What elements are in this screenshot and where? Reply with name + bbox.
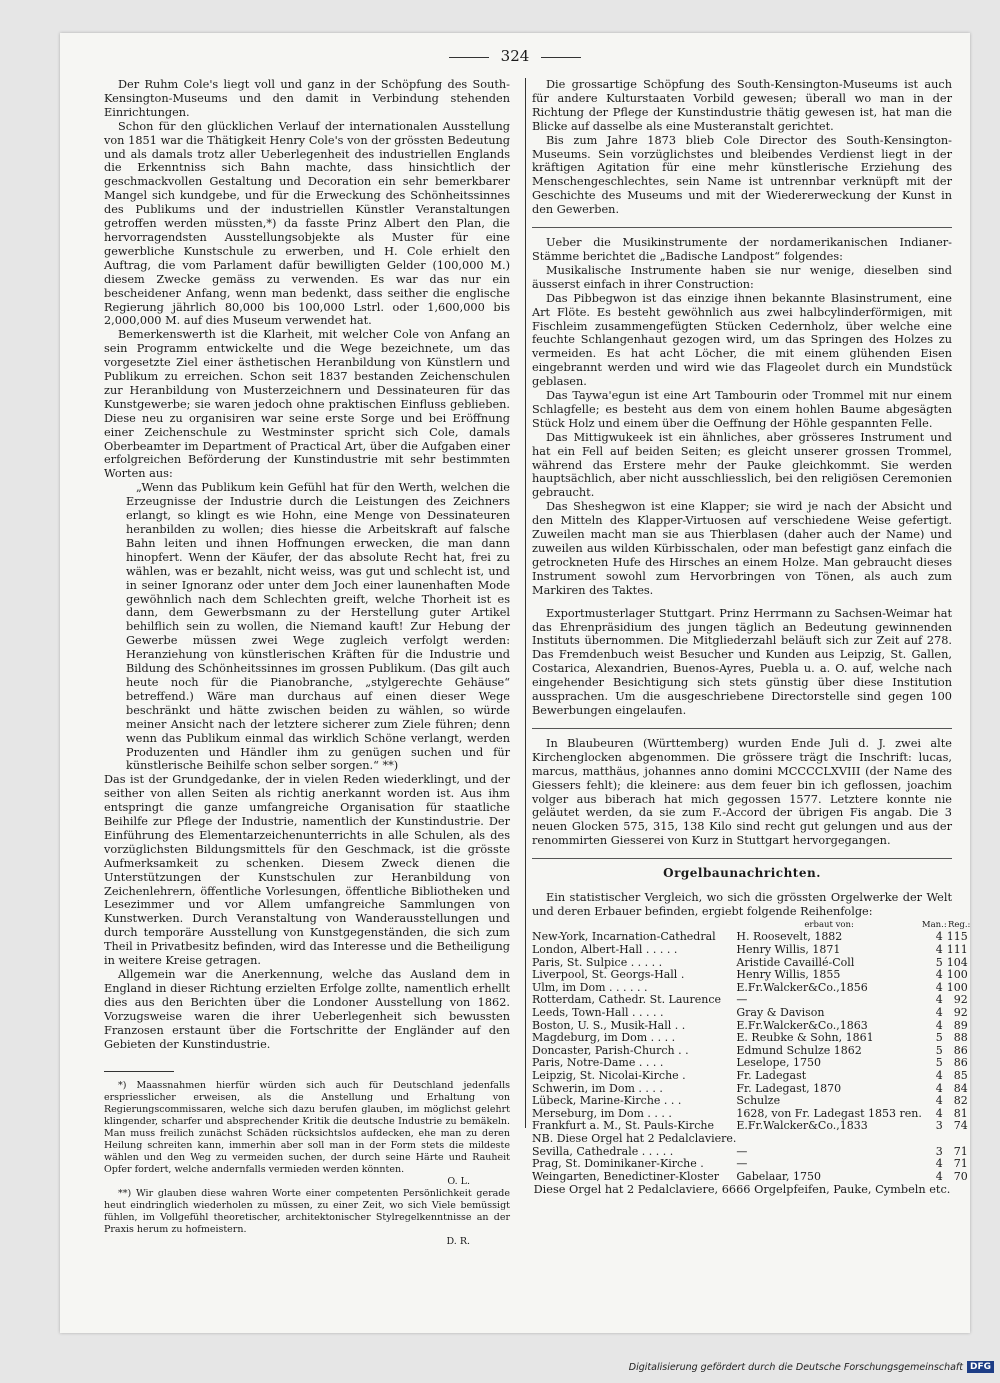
cell-man: 4 bbox=[935, 1106, 943, 1120]
footnote-rule bbox=[104, 1071, 174, 1072]
paragraph: Das Taywa'egun ist eine Art Tambourin oder Trommel mit nur einem Schlagfelle; es besteht aus dem von einem hohlen Baume abgesägten Stück Holz und einem über die Oeffnung der Höhle gespannten Felle. bbox=[532, 389, 952, 430]
paragraph: Das Pibbegwon ist das einzige ihnen bekannte Blasinstrument, eine Art Flöte. Es besteht gewöhnlich aus zwei halbcylinderförmigen, mit Fischleim zusammengefügten Stücken Cedernholz, über welche eine feuchte Schlangenhaut gezogen wird, um das Springen des Holzes zu vermeiden. Es hat acht Löcher, die mit einem glühenden Eisen eingebrannt werden und wird wie das Flageolet durch ein Mundstück geblasen. bbox=[532, 291, 952, 389]
cell-reg: 92 bbox=[953, 1006, 968, 1019]
cell-builder: Gabelaar, 1750 bbox=[736, 1169, 821, 1183]
cell-place: Boston, U. S., Musik-Hall . . bbox=[532, 1018, 686, 1032]
cell-builder: E. Reubke & Sohn, 1861 bbox=[736, 1031, 874, 1045]
cell-place: London, Albert-Hall . . . . . bbox=[532, 943, 678, 957]
paragraph: Der Ruhm Cole's liegt voll und ganz in der Schöpfung des South-Kensington-Museums und den damit in Verbindung stehenden Einrichtungen. bbox=[104, 78, 510, 119]
paragraph: In Blaubeuren (Württemberg) wurden Ende Juli d. J. zwei alte Kirchenglocken abgenommen. Die grössere trägt die Inschrift: lucas, marcus, matthäus, johannes anno domini MCCCCLXVIII (der Name des Giessers fehlt); die kleinere: aus dem feuer bin ich geflossen, joachim volger aus biberach hat mich gegossen 1577. Letztere konnte nie geläutet werden, da sie zum F.-Accord der übrigen Fis angab. Die 3 neuen Glocken 575, 315, 138 Kilo sind recht gut gelungen und aus der renommirten Giesserei von Kurz in Stuttgart hervorgegangen. bbox=[532, 736, 952, 848]
cell-builder: Fr. Ladegast, 1870 bbox=[736, 1081, 842, 1095]
table-row bbox=[532, 944, 972, 957]
paragraph: Ein statistischer Vergleich, wo sich die grössten Orgelwerke der Welt und deren Erbauer befinden, ergiebt folgende Reihenfolge: bbox=[532, 891, 952, 918]
cell-man: 4 bbox=[935, 943, 943, 957]
paragraph: Das ist der Grundgedanke, der in vielen Reden wiederklingt, und der seither von allen Seiten als richtig anerkannt worden ist. Aus ihm entspringt die ganze umfangreiche Organisation für staatliche Beihilfe zur Pflege der Industrie, namentlich der Kunstindustrie. Der Einführung des Elementarzeichenunterrichts in alle Schulen, als des vorzüglichsten Bildungsmittels für den Geschmack, ist die grösste Aufmerksamkeit zu schenken. Diesem Zweck dienen die Unterstützungen der Kunstschulen zur Heranbildung von Zeichenlehrern, öffentliche Vorlesungen, öffentliche Bibliotheken und Lesezimmer und vor Allem umfangreiche Sammlungen von Kunstwerken. Durch Veranstaltung von Wanderausstellungen und durch temporäre Ausstellung von Kunstgegenständen, die sich zum Theil in Privatbesitz befinden, wird das Interesse und die Betheiligung in weitere Kreise getragen. bbox=[104, 773, 510, 968]
table-row bbox=[532, 1032, 972, 1045]
cell-place: NB. Diese Orgel hat 2 Pedalclaviere. bbox=[532, 1131, 737, 1145]
footer bbox=[629, 1361, 994, 1373]
column-divider bbox=[525, 78, 526, 1128]
paragraph: Ueber die Musikinstrumente der nordamerikanischen Indianer-Stämme berichtet die „Badische Landpost“ folgendes: bbox=[532, 236, 952, 263]
cell-reg bbox=[947, 1133, 972, 1146]
cell-reg: 85 bbox=[953, 1068, 968, 1082]
cell-builder: Aristide Cavaillé-Coll bbox=[736, 955, 855, 969]
cell-reg: 104 bbox=[946, 955, 968, 969]
cell-reg: 88 bbox=[953, 1031, 968, 1045]
paragraph: Das Sheshegwon ist eine Klapper; sie wird je nach der Absicht und den Mitteln des Klapper-Virtuosen auf verschiedene Weise gefertigt. Zuweilen macht man sie aus Thierblasen (daher auch der Name) und zuweilen aus wilden Kürbisschalen, oder man befestigt ganz einfach die getrockneten Hufe des Hirsches an einem Holze. Man gebraucht dieses Instrument sowohl zum Hervorbringen von Tönen, als auch zum Markiren des Taktes. bbox=[532, 500, 952, 597]
cell-reg: 82 bbox=[953, 1094, 968, 1108]
paragraph: Das Mittigwukeek ist ein ähnliches, aber grösseres Instrument und hat ein Fell auf beiden Seiten; es gleicht unserer grossen Trommel, während das Erstere mehr der Pauke gleichkommt. Sie werden hauptsächlich, aber nicht ausschliesslich, bei den religiösen Ceremonien gebraucht. bbox=[532, 430, 952, 500]
paragraph: Bemerkenswerth ist die Klarheit, mit welcher Cole von Anfang an sein Programm entwickelte und die Wege bezeichnete, um das vorgesetzte Ziel einer ästhetischen Heranbildung von Künstlern und Publikum zu erreichen. Schon seit 1837 bestanden Zeichenschulen zur Heranbildung von Musterzeichnern und Dessinateuren für das Kunstgewerbe; sie waren jedoch ohne praktischen Einfluss geblieben. Diese neu zu organisiren war seine erste Sorge und bei Eröffnung einer Zeichenschule zu Westminster spricht sich Cole, damals Oberbeamter im Department of Practical Art, über die Aufgaben einer erfolgreichen Beförderung der Kunstindustrie mit sehr bestimmten Worten aus: bbox=[104, 328, 510, 481]
cell-reg: 100 bbox=[946, 968, 968, 982]
cell-reg: 115 bbox=[946, 930, 968, 944]
cell-man: 4 bbox=[935, 993, 943, 1007]
section-heading: Orgelbaunachrichten. bbox=[663, 866, 821, 881]
cell-builder: 1628, von Fr. Ladegast 1853 ren. bbox=[736, 1106, 922, 1120]
cell-builder: E.Fr.Walcker&Co.,1833 bbox=[736, 1119, 868, 1133]
cell-builder bbox=[736, 1133, 922, 1146]
cell-place: Sevilla, Cathedrale . . . . . bbox=[532, 1144, 674, 1158]
footnotes bbox=[104, 1080, 510, 1248]
cell-man: 4 bbox=[935, 980, 943, 994]
table-header: erbaut von: Man.: Reg.: bbox=[804, 919, 971, 930]
cell-place: New-York, Incarnation-Cathedral bbox=[532, 930, 716, 944]
paragraph: Schon für den glücklichen Verlauf der internationalen Ausstellung von 1851 war die Thätigkeit Henry Cole's von der grössten Bedeutung und als damals trotz aller Ueberlegenheit des industriellen Englands die Erkenntniss sich Bahn machte, dass hinsichtlich der geschmackvollen Gestaltung und Decoration ein sehr bemerkbarer Mangel sich kundgebe, und für die Erweckung des Schönheitssinnes des Publikums und der industriellen Künstler Veranstaltungen getroffen werden müssten,*) da fasste Prinz Albert den Plan, die hervorragendsten Ausstellungsobjekte als Muster für eine gewerbliche Kunstschule zu erwerben, und H. Cole erhielt den Auftrag, die vom Parlament dafür bewilligten Gelder (100,000 M.) diesem Zwecke gemäss zu verwenden. Es war das nur ein bescheidener Anfang, wenn man bedenkt, dass seither die englische Regierung jährlich 80,000 bis 100,000 Lstrl. oder 1,600,000 bis 2,000,000 M. auf dies Museum verwendet hat. bbox=[104, 119, 510, 328]
cell-reg: 100 bbox=[946, 980, 968, 994]
cell-place: Schwerin, im Dom . . . . bbox=[532, 1081, 663, 1095]
dfg-logo: DFG bbox=[967, 1361, 994, 1373]
cell-builder: E.Fr.Walcker&Co.,1863 bbox=[736, 1018, 868, 1032]
table-row bbox=[532, 1133, 972, 1146]
cell-builder: — bbox=[736, 993, 748, 1007]
cell-place: Leeds, Town-Hall . . . . . bbox=[532, 1006, 664, 1019]
cell-builder: — bbox=[736, 1157, 748, 1171]
cell-builder: Gray & Davison bbox=[736, 1006, 825, 1019]
cell-reg: 81 bbox=[953, 1106, 968, 1120]
cell-place: Liverpool, St. Georgs-Hall . bbox=[532, 968, 685, 982]
cell-builder: H. Roosevelt, 1882 bbox=[736, 930, 843, 944]
footnote: *) Maassnahmen hierfür würden sich auch für Deutschland jedenfalls erspriesslicher erweisen, als die Anstellung und Erhaltung von Regierungscommissaren, welche sich dazu berufen glauben, im möglichst gelehrt klingender, scharfer und absprechender Kritik die deutsche Industrie zu bemäkeln. Man muss freilich zunächst Schäden rücksichtslos aufdecken, ehe man zu deren Heilung schreiten kann, immerhin aber soll man in der Form stets die mildeste wählen und den Weg zu vermeiden suchen, der durch seine Härte und Rauheit Opfer fordert, welche andernfalls vermieden werden könnten. bbox=[104, 1080, 510, 1176]
paragraph: Exportmusterlager Stuttgart. Prinz Herrmann zu Sachsen-Weimar hat das Ehrenpräsidium des jungen täglich an Bedeutung gewinnenden Instituts übernommen. Die Mitgliederzahl beläuft sich zur Zeit auf 278. Das Fremdenbuch weist Besucher und Kunden aus Leipzig, St. Gallen, Costarica, Alexandrien, Buenos-Ayres, Puebla u. a. O. auf, welche nach eingehender Besichtigung sich stets günstig über diese Institution aussprachen. Um die ausgeschriebene Directorstelle sind gegen 100 Bewerbungen eingelaufen. bbox=[532, 606, 952, 717]
cell-man: 5 bbox=[935, 955, 943, 969]
cell-man: 3 bbox=[935, 1119, 943, 1133]
footnote-signature: D. R. bbox=[446, 1236, 470, 1248]
footer-text: Digitalisierung gefördert durch die Deutsche Forschungsgemeinschaft bbox=[628, 1361, 963, 1373]
cell-place: Weingarten, Benedictiner-Kloster bbox=[532, 1169, 719, 1183]
paragraph: Musikalische Instrumente haben sie nur wenige, dieselben sind äusserst einfach in ihrer Construction: bbox=[532, 263, 952, 291]
cell-reg: 70 bbox=[953, 1169, 968, 1183]
table-row bbox=[532, 1070, 972, 1083]
section-separator bbox=[532, 858, 952, 859]
cell-builder: Fr. Ladegast bbox=[736, 1068, 807, 1082]
table-row bbox=[532, 1095, 972, 1108]
cell-man: 5 bbox=[935, 1031, 943, 1045]
cell-builder: Schulze bbox=[736, 1094, 781, 1108]
cell-builder: Leselope, 1750 bbox=[736, 1056, 822, 1070]
cell-place: Merseburg, im Dom . . . . bbox=[532, 1106, 672, 1120]
table-row bbox=[532, 1158, 972, 1171]
cell-man: 4 bbox=[935, 1068, 943, 1082]
cell-place: Paris, Notre-Dame . . . . bbox=[532, 1056, 664, 1070]
right-column bbox=[532, 78, 971, 1197]
cell-builder: Edmund Schulze 1862 bbox=[736, 1043, 862, 1057]
cell-place: Frankfurt a. M., St. Pauls-Kirche bbox=[532, 1119, 714, 1133]
cell-man: 5 bbox=[935, 1056, 943, 1070]
quotation: „Wenn das Publikum kein Gefühl hat für den Werth, welchen die Erzeugnisse der Industrie durch die Leistungen des Zeichners erlangt, so klingt es wie Hohn, eine Menge von Dessinateuren heranbilden zu wollen; dies hiesse die Arbeitskraft auf falsche Bahn leiten und ihnen Hoffnungen erwecken, die man dann hinopfert. Wenn der Käufer, der das absolute Recht hat, frei zu wählen, was er bezahlt, nicht weiss, was gut und schlecht ist, und in seiner Ignoranz oder unter dem Joch einer launenhaften Mode gewöhnlich nach dem Schlechten greift, welche Thorheit ist es dann, dem Gewerbsmann zu der Herstellung guter Artikel behilflich sein zu wollen, die Niemand kauft! Zur Hebung der Gewerbe müssen zwei Wege zugleich verfolgt werden: Heranziehung von künstlerischen Kräften für die Industrie und Bildung des Schönheitssinnes im grossen Publikum. (Das gilt auch heute noch für die Pianobranche, „stylgerechte Gehäuse“ betreffend.) Wäre man durchaus auf einen dieser Wege beschränkt und hätte zwischen beiden zu wählen, so würde meiner Ansicht nach der letztere sicherer zum Ziele führen; denn wenn das Publikum einmal das wirklich Schöne verlangt, werden Produzenten und Händler ihm zu genügen suchen und für künstlerische Beihilfe schon selber sorgen.“ **) bbox=[126, 481, 510, 773]
section-separator bbox=[532, 728, 952, 729]
cell-place: Lübeck, Marine-Kirche . . . bbox=[532, 1094, 682, 1108]
table-row bbox=[532, 969, 972, 982]
cell-place: Rotterdam, Cathedr. St. Laurence bbox=[532, 993, 722, 1007]
newspaper-page bbox=[60, 33, 970, 1333]
cell-reg: 71 bbox=[953, 1157, 968, 1171]
cell-place: Paris, St. Sulpice . . . . . bbox=[532, 955, 663, 969]
cell-man: 3 bbox=[935, 1144, 943, 1158]
paragraph: Bis zum Jahre 1873 blieb Cole Director des South-Kensington-Museums. Sein vorzüglichstes und bleibendes Verdienst liegt in der kräftigen Agitation für eine mehr künstlerische Erziehung des Menschengeschlechtes, sein Name ist untrennbar verknüpft mit der Geschichte des Museums und mit der Wiedererweckung der Kunst in den Gewerben. bbox=[532, 133, 952, 217]
paragraph: Diese Orgel hat 2 Pedalclaviere, 6666 Orgelpfeifen, Pauke, Cymbeln etc. bbox=[533, 1183, 951, 1197]
cell-man: 4 bbox=[935, 930, 943, 944]
cell-man: 4 bbox=[935, 1018, 943, 1032]
cell-man: 4 bbox=[935, 968, 943, 982]
cell-reg: 71 bbox=[953, 1144, 968, 1158]
left-column bbox=[104, 78, 510, 1248]
cell-reg: 74 bbox=[953, 1119, 968, 1133]
cell-builder: Henry Willis, 1871 bbox=[736, 943, 841, 957]
cell-man: 5 bbox=[935, 1043, 943, 1057]
cell-reg: 89 bbox=[953, 1018, 968, 1032]
cell-reg: 84 bbox=[953, 1081, 968, 1095]
cell-builder: Henry Willis, 1855 bbox=[736, 968, 841, 982]
cell-man: 4 bbox=[935, 1081, 943, 1095]
cell-man: 4 bbox=[935, 1094, 943, 1108]
cell-reg: 111 bbox=[946, 943, 968, 957]
footnote-signature: O. L. bbox=[447, 1176, 470, 1188]
organ-table bbox=[532, 919, 972, 1183]
cell-builder: E.Fr.Walcker&Co.,1856 bbox=[736, 980, 868, 994]
footnote: **) Wir glauben diese wahren Worte einer competenten Persönlichkeit gerade heut eindringlich wiederholen zu müssen, zu einer Zeit, wo sich Viele bemüssigt fühlen, im Vollgefühl theoretischer, architektonischer Stylregelkenntnisse an der Praxis herum zu hofmeistern. bbox=[104, 1188, 510, 1236]
cell-place: Doncaster, Parish-Church . . bbox=[532, 1043, 689, 1057]
cell-place: Prag, St. Dominikaner-Kirche . bbox=[532, 1157, 704, 1171]
paragraph: Allgemein war die Anerkennung, welche das Ausland dem in England in dieser Richtung erzielten Erfolge zollte, namentlich erhellt dies aus den Berichten über die Londoner Ausstellung von 1862. Vorzugsweise waren die ihrer Ueberlegenheit sich bewussten Franzosen erstaunt über die Fortschritte der Engländer auf den Gebieten der Kunstindustrie. bbox=[104, 968, 510, 1051]
cell-man: 4 bbox=[935, 1169, 943, 1183]
cell-man: 4 bbox=[935, 1157, 943, 1171]
cell-builder: — bbox=[736, 1144, 748, 1158]
cell-reg: 86 bbox=[953, 1043, 968, 1057]
paragraph: Die grossartige Schöpfung des South-Kensington-Museums ist auch für andere Kulturstaaten Vorbild gewesen; überall wo man in der Richtung der Pflege der Kunstindustrie thätig gewesen ist, hat man die Blicke auf dasselbe als eine Musteranstalt gerichtet. bbox=[532, 78, 952, 133]
cell-place: Ulm, im Dom . . . . . . bbox=[532, 980, 648, 994]
section-separator bbox=[532, 227, 952, 228]
table-row bbox=[532, 1007, 972, 1020]
table-row bbox=[532, 1171, 972, 1184]
cell-place: Magdeburg, im Dom . . . . bbox=[532, 1031, 676, 1045]
cell-man: 4 bbox=[935, 1006, 943, 1019]
cell-reg: 86 bbox=[953, 1056, 968, 1070]
cell-reg: 92 bbox=[953, 993, 968, 1007]
page-number: 324 bbox=[60, 47, 970, 65]
cell-place: Leipzig, St. Nicolai-Kirche . bbox=[532, 1068, 686, 1082]
cell-man bbox=[922, 1133, 947, 1146]
